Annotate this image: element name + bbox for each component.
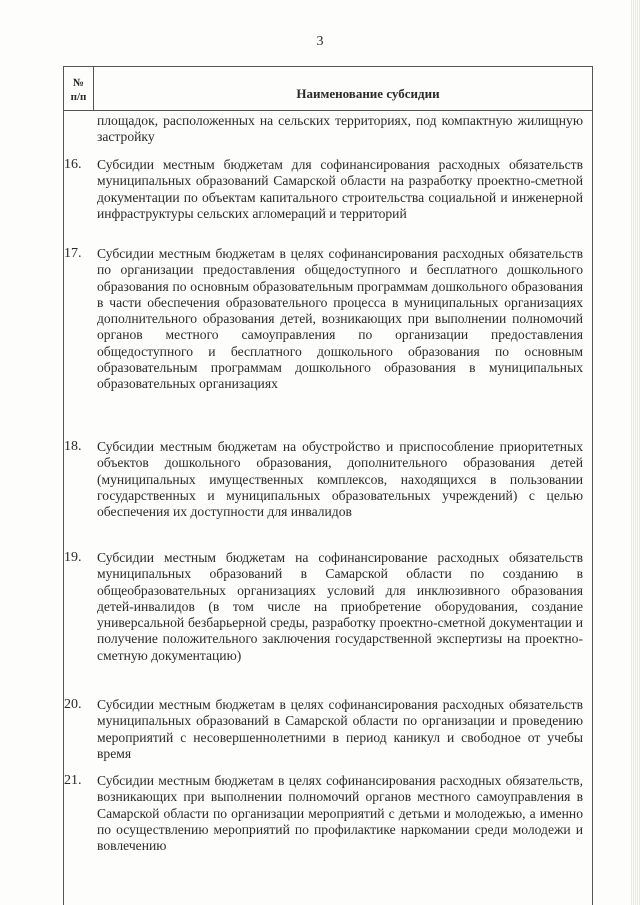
continuation-text: площадок, расположенных на сельских территориях, под компактную жилищную застройку	[97, 113, 583, 145]
column-header-number	[64, 67, 94, 110]
scan-edge	[631, 0, 640, 905]
item-number: 21.	[64, 773, 82, 788]
item-number: 19.	[64, 550, 82, 565]
item-number: 16.	[64, 157, 82, 172]
column-header-name: Наименование субсидии	[296, 86, 440, 101]
item-number: 17.	[64, 246, 82, 261]
column-header-number-abbrev: п/п	[70, 90, 87, 103]
item-text: Субсидии местным бюджетам на обустройство и приспособление приоритетных объектов дошкольного образования, дополнительного образования детей (муниципальных имущественных комплексов, находящихся в пользовании государственных и муниципальных образовательных учреждений) с целью обеспечения их доступности для инвалидов	[97, 439, 583, 520]
item-text: Субсидии местным бюджетам в целях софинансирования расходных обязательств по организации предоставления общедоступного и бесплатного дошкольного образования по основным образовательным программам дошкольного образования в части обеспечения образовательного процесса в муниципальных организациях дополнительного образования детей, возникающих при выполнении полномочий органов местного самоуправления по организации предоставления общедоступного и бесплатного дошкольного образования по основным образовательным программам дошкольного образования в муниципальных образовательных организациях	[97, 246, 583, 392]
item-number: 20.	[64, 697, 82, 712]
table-header	[63, 66, 593, 111]
item-text: Субсидии местным бюджетам в целях софинансирования расходных обязательств муниципальных образований в Самарской области по организации и проведению мероприятий с несовершеннолетними в период каникул и свободное от учебы время	[97, 697, 583, 761]
column-header-number-symbol: №	[72, 76, 85, 89]
item-text: Субсидии местным бюджетам в целях софинансирования расходных обязательств, возникающих при выполнении полномочий органов местного самоуправления в Самарской области по организации мероприятий с детьми и молодежью, а именно по осуществлению мероприятий по профилактике наркомании среди молодежи и вовлечению	[97, 773, 583, 854]
item-number: 18.	[64, 439, 82, 454]
item-text: Субсидии местным бюджетам на софинансирование расходных обязательств муниципальных образований в Самарской области по созданию в общеобразовательных организациях условий для инклюзивного образования детей-инвалидов (в том числе на приобретение оборудования, создание универсальной безбарьерной среды, разработку проектно-сметной документации и получение положительного заключения государственной экспертизы на проектно-сметную документацию)	[97, 550, 583, 663]
item-text: Субсидии местным бюджетам для софинансирования расходных обязательств муниципальных образований Самарской области на разработку проектно-сметной документации по объектам капитального строительства социальной и инженерной инфраструктуры сельских агломераций и территорий	[97, 157, 583, 221]
page-number: 3	[316, 34, 324, 49]
